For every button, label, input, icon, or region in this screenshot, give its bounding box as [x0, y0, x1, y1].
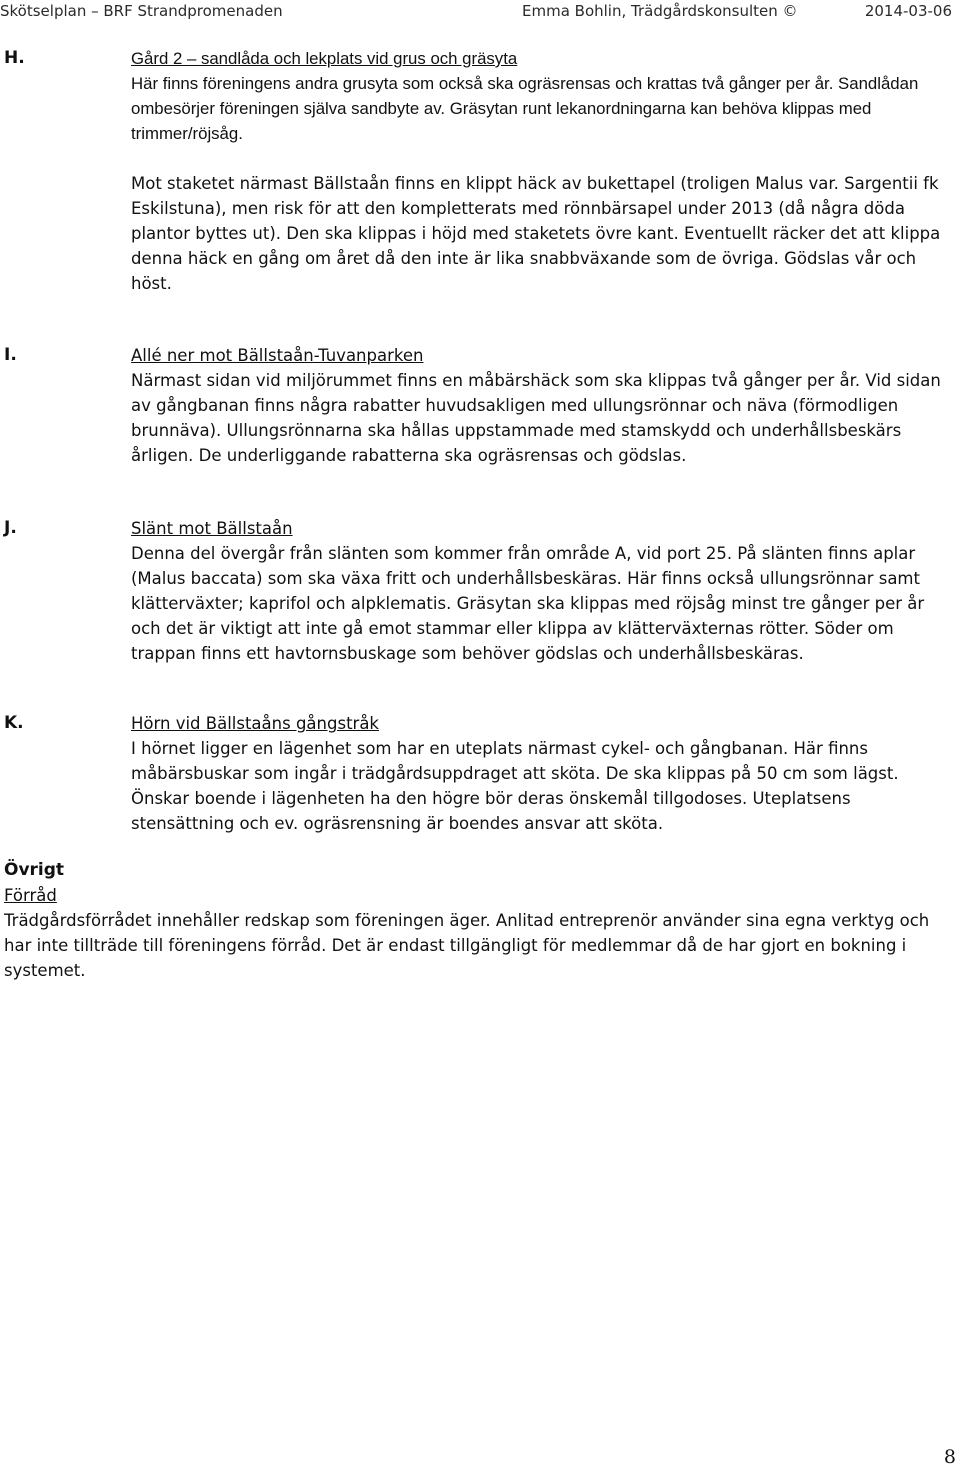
section-j-body — [131, 516, 957, 666]
forrad-paragraph: Trädgårdsförrådet innehåller redskap som föreningen äger. Anlitad entreprenör använder sina egna verktyg och har inte tillträde till föreningens förråd. Det är endast tillgängligt för medlemmar då de har gjort en bokning i systemet. — [4, 911, 930, 980]
section-i-title: Allé ner mot Bällstaån-Tuvanparken — [131, 346, 424, 365]
section-j-letter: J. — [4, 518, 17, 538]
page-header — [0, 0, 960, 22]
header-date: 2014-03-06 — [864, 2, 952, 20]
section-k-letter: K. — [4, 713, 24, 733]
section-k-paragraph: I hörnet ligger en lägenhet som har en uteplats närmast cykel- och gångbanan. Här finns måbärsbuskar som ingår i trädgårdsuppdraget att sköta. De ska klippas på 50 cm som lägst. Önskar boende i lägenheten ha den högre bör deras önskemål tillgodoses. Uteplatsens stensättning och ev. ogräsrensning är boendes ansvar att sköta. — [131, 739, 899, 833]
ovrigt-heading: Övrigt — [4, 860, 65, 880]
section-i-body — [131, 343, 957, 468]
section-ovrigt — [4, 858, 954, 983]
section-h-paragraph-1: Här finns föreningens andra grusyta som också ska ogräsrensas och krattas två gånger per år. Sandlådan ombesörjer föreningen själva sandbyte av. Gräsytan runt lekanordningarna kan behöva klippas med trimmer/röjsåg. — [131, 74, 919, 143]
section-j-title: Slänt mot Bällstaån — [131, 519, 293, 538]
header-author: Emma Bohlin, Trädgårdskonsulten © — [522, 2, 798, 20]
section-i-letter: I. — [4, 345, 17, 365]
page-number: 8 — [943, 1446, 956, 1468]
section-h-body — [131, 46, 957, 296]
forrad-subheading: Förråd — [4, 886, 57, 905]
section-i-paragraph: Närmast sidan vid miljörummet finns en måbärshäck som ska klippas två gånger per år. Vid sidan av gångbanan finns några rabatter huvudsakligen med ullungsrönnar och näva (förmodligen brunnäva). Ullungsrönnarna ska hållas uppstammade med stamskydd och underhållsbeskärs årligen. De underliggande rabatterna ska ogräsrensas och gödslas. — [131, 371, 941, 465]
header-document-title: Skötselplan – BRF Strandpromenaden — [0, 2, 283, 20]
section-k-title: Hörn vid Bällstaåns gångstråk — [131, 714, 379, 733]
section-k-body — [131, 711, 957, 836]
section-j-paragraph: Denna del övergår från slänten som kommer från område A, vid port 25. På slänten finns aplar (Malus baccata) som ska växa fritt och underhållsbeskäras. Här finns också ullungsrönnar samt klätterväxter; kaprifol och alpklematis. Gräsytan ska klippas med röjsåg minst tre gånger per år och det är viktigt att inte gå emot stammar eller klippa av klätterväxternas rötter. Söder om trappan finns ett havtornsbuskage som behöver gödslas och underhållsbeskäras. — [131, 544, 925, 663]
section-h-paragraph-2: Mot staketet närmast Bällstaån finns en klippt häck av bukettapel (troligen Malus var. Sargentii fk Eskilstuna), men risk för att den kompletterats med rönnbärsapel under 2013 (då några döda plantor byttes ut). Den ska klippas i höjd med staketets övre kant. Eventuellt räcker det att klippa denna häck en gång om året då den inte är lika snabbväxande som de övriga. Gödslas vår och höst. — [131, 174, 941, 293]
section-h-letter: H. — [4, 48, 25, 68]
section-h-title: Gård 2 – sandlåda och lekplats vid grus och gräsyta — [131, 49, 518, 68]
